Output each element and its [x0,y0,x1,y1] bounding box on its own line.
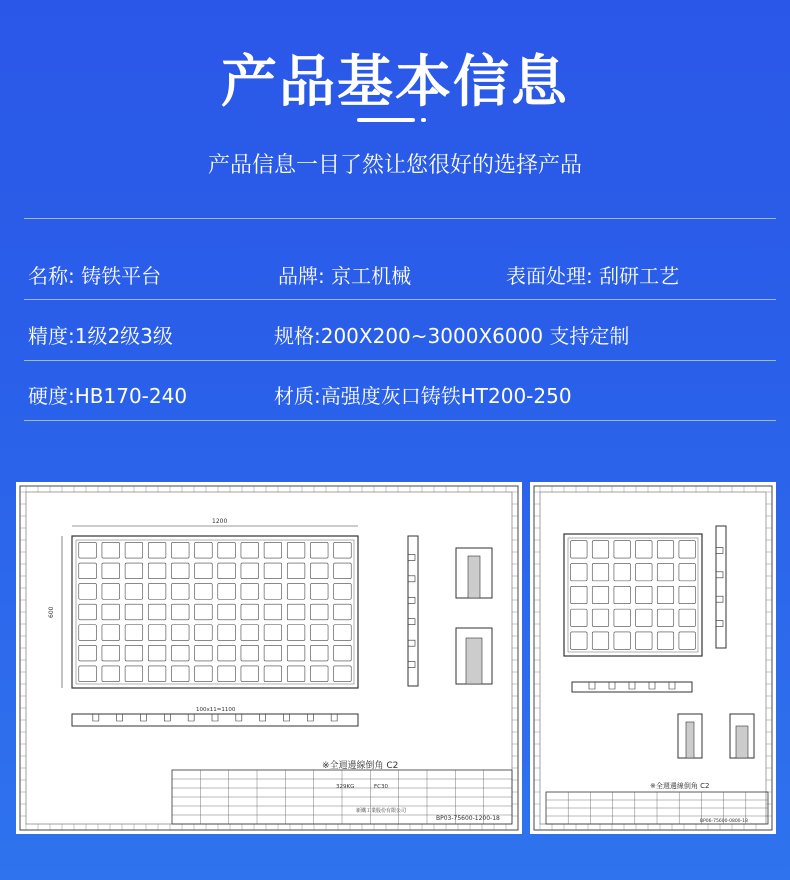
grid-cell [102,542,120,558]
left-company: 新鐵工業股份有限公司 [356,808,407,814]
grid-cell [264,542,282,558]
grid-cell [310,666,328,682]
grid-cell [310,584,328,600]
title-underline [357,118,415,122]
grid-cell [125,584,143,600]
grid-cell [657,541,673,558]
info-hardness: 硬度:HB170-240 [28,384,188,408]
grid-cell [264,584,282,600]
grid-cell [334,625,352,641]
grid-cell [195,645,213,661]
left-dim-height: 600 [48,606,55,618]
grid-cell [636,632,652,649]
grid-cell [241,604,259,620]
grid-cell [334,563,352,579]
right-drawing-no: BP06-75600-0800-18 [700,819,748,824]
grid-cell [287,645,305,661]
info-accuracy: 精度:1级2级3级 [28,324,173,348]
grid-cell [102,625,120,641]
grid-cell [218,666,236,682]
grid-cell [287,604,305,620]
grid-cell [241,542,259,558]
grid-cell [195,542,213,558]
grid-cell [287,584,305,600]
grid-cell [171,584,189,600]
grid-cell [679,632,695,649]
page-subtitle: 产品信息一目了然让您很好的选择产品 [207,153,582,178]
divider-row3 [24,420,776,421]
grid-cell [657,632,673,649]
grid-cell [102,604,120,620]
grid-cell [195,666,213,682]
grid-cell [125,542,143,558]
grid-cell [614,632,630,649]
grid-cell [334,542,352,558]
grid-cell [592,586,608,603]
grid-cell [218,563,236,579]
grid-cell [148,604,166,620]
left-dim-bottom: 100x11=1100 [196,707,236,713]
info-brand: 品牌: 京工机械 [278,264,412,288]
grid-cell [310,542,328,558]
grid-cell [679,609,695,626]
grid-cell [171,563,189,579]
grid-cell [287,625,305,641]
grid-cell [334,666,352,682]
grid-cell [218,542,236,558]
left-drawing-no: BP03-75600-1200-18 [436,815,500,822]
grid-cell [310,625,328,641]
grid-cell [614,586,630,603]
grid-cell [102,563,120,579]
info-material: 材质:高强度灰口铸铁HT200-250 [274,384,572,408]
grid-cell [592,564,608,581]
info-surface: 表面处理: 刮研工艺 [506,264,680,288]
grid-cell [79,625,97,641]
grid-cell [171,645,189,661]
grid-cell [195,625,213,641]
grid-cell [264,604,282,620]
left-chamfer-note: ※全週邊線倒角 C2 [322,761,399,771]
grid-cell [79,563,97,579]
grid-cell [195,563,213,579]
grid-cell [264,666,282,682]
left-dim-width: 1200 [212,518,228,525]
grid-cell [679,541,695,558]
divider-row1 [24,299,776,300]
left-material-code: FC30 [374,784,389,790]
grid-cell [171,604,189,620]
grid-cell [614,564,630,581]
grid-cell [241,625,259,641]
grid-cell [679,586,695,603]
grid-cell [79,604,97,620]
grid-cell [571,609,587,626]
grid-cell [614,609,630,626]
grid-cell [125,604,143,620]
grid-cell [218,625,236,641]
grid-cell [218,645,236,661]
grid-cell [148,584,166,600]
info-name: 名称: 铸铁平台 [28,264,162,288]
grid-cell [79,645,97,661]
drawing-left [16,482,522,834]
grid-cell [636,564,652,581]
info-spec: 规格:200X200~3000X6000 支持定制 [274,324,630,348]
grid-cell [102,645,120,661]
grid-cell [125,563,143,579]
grid-cell [148,625,166,641]
grid-cell [79,584,97,600]
grid-cell [334,604,352,620]
grid-cell [334,645,352,661]
grid-cell [79,542,97,558]
page-title: 产品基本信息 [221,50,569,115]
grid-cell [657,564,673,581]
grid-cell [171,542,189,558]
grid-cell [241,645,259,661]
grid-cell [125,645,143,661]
grid-cell [148,645,166,661]
grid-cell [571,541,587,558]
grid-cell [592,632,608,649]
grid-cell [287,666,305,682]
grid-cell [125,666,143,682]
grid-cell [241,584,259,600]
divider-row2 [24,360,776,361]
grid-cell [571,564,587,581]
grid-cell [241,666,259,682]
left-weight: 329KG [336,784,355,790]
grid-cell [592,541,608,558]
grid-cell [218,604,236,620]
grid-cell [218,584,236,600]
grid-cell [592,609,608,626]
grid-cell [636,541,652,558]
grid-cell [102,666,120,682]
grid-cell [79,666,97,682]
grid-cell [287,542,305,558]
grid-cell [571,586,587,603]
grid-cell [195,604,213,620]
title-underline-dot [421,118,426,122]
grid-cell [657,586,673,603]
grid-cell [264,563,282,579]
grid-cell [310,563,328,579]
grid-cell [636,586,652,603]
right-chamfer-note: ※全週邊線倒角 C2 [650,782,710,790]
grid-cell [264,625,282,641]
grid-cell [148,666,166,682]
grid-cell [287,563,305,579]
grid-cell [310,645,328,661]
grid-cell [171,666,189,682]
grid-cell [657,609,673,626]
grid-cell [334,584,352,600]
grid-cell [310,604,328,620]
grid-cell [679,564,695,581]
grid-cell [102,584,120,600]
grid-cell [571,632,587,649]
grid-cell [148,563,166,579]
grid-cell [195,584,213,600]
grid-cell [241,563,259,579]
grid-cell [171,625,189,641]
grid-cell [636,609,652,626]
grid-cell [614,541,630,558]
drawing-right [530,482,776,834]
divider-top [24,218,776,219]
grid-cell [264,645,282,661]
grid-cell [148,542,166,558]
title-decoration [357,117,435,125]
grid-cell [125,625,143,641]
